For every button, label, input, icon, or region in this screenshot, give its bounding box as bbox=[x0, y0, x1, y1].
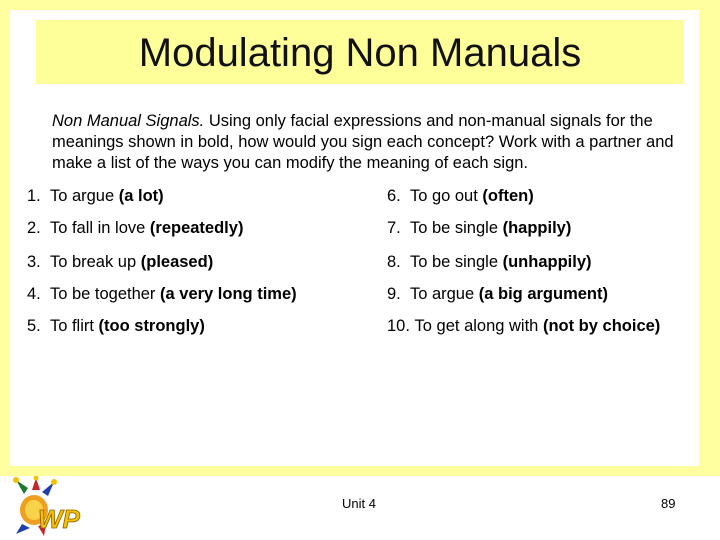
list-item: 10. To get along with (not by choice) bbox=[387, 317, 661, 335]
jester-wp-logo-icon bbox=[10, 476, 88, 538]
list-item: 4. To be together (a very long time) bbox=[27, 285, 297, 303]
list-item: 8. To be single (unhappily) bbox=[387, 253, 592, 271]
list-item: 9. To argue (a big argument) bbox=[387, 285, 608, 303]
footer-unit-label: Unit 4 bbox=[342, 496, 376, 511]
list-item: 3. To break up (pleased) bbox=[27, 253, 214, 271]
list-item: 5. To flirt (too strongly) bbox=[27, 317, 205, 335]
list-item: 6. To go out (often) bbox=[387, 187, 534, 205]
list-item: 1. To argue (a lot) bbox=[27, 187, 164, 205]
intro-paragraph bbox=[52, 111, 692, 174]
intro-lead: Non Manual Signals. bbox=[52, 112, 205, 130]
page-number: 89 bbox=[661, 496, 676, 511]
list-item: 7. To be single (happily) bbox=[387, 219, 572, 237]
intro-text: Using only facial expressions and non-manual signals for the meanings shown in bold, how would you sign each concept? Work with a partner and make a list of the ways you can modify the meaning of each sign. bbox=[52, 112, 674, 172]
list-item: 2. To fall in love (repeatedly) bbox=[27, 219, 244, 237]
slide-title: Modulating Non Manuals bbox=[138, 31, 582, 75]
svg-text:WP: WP bbox=[38, 504, 80, 534]
